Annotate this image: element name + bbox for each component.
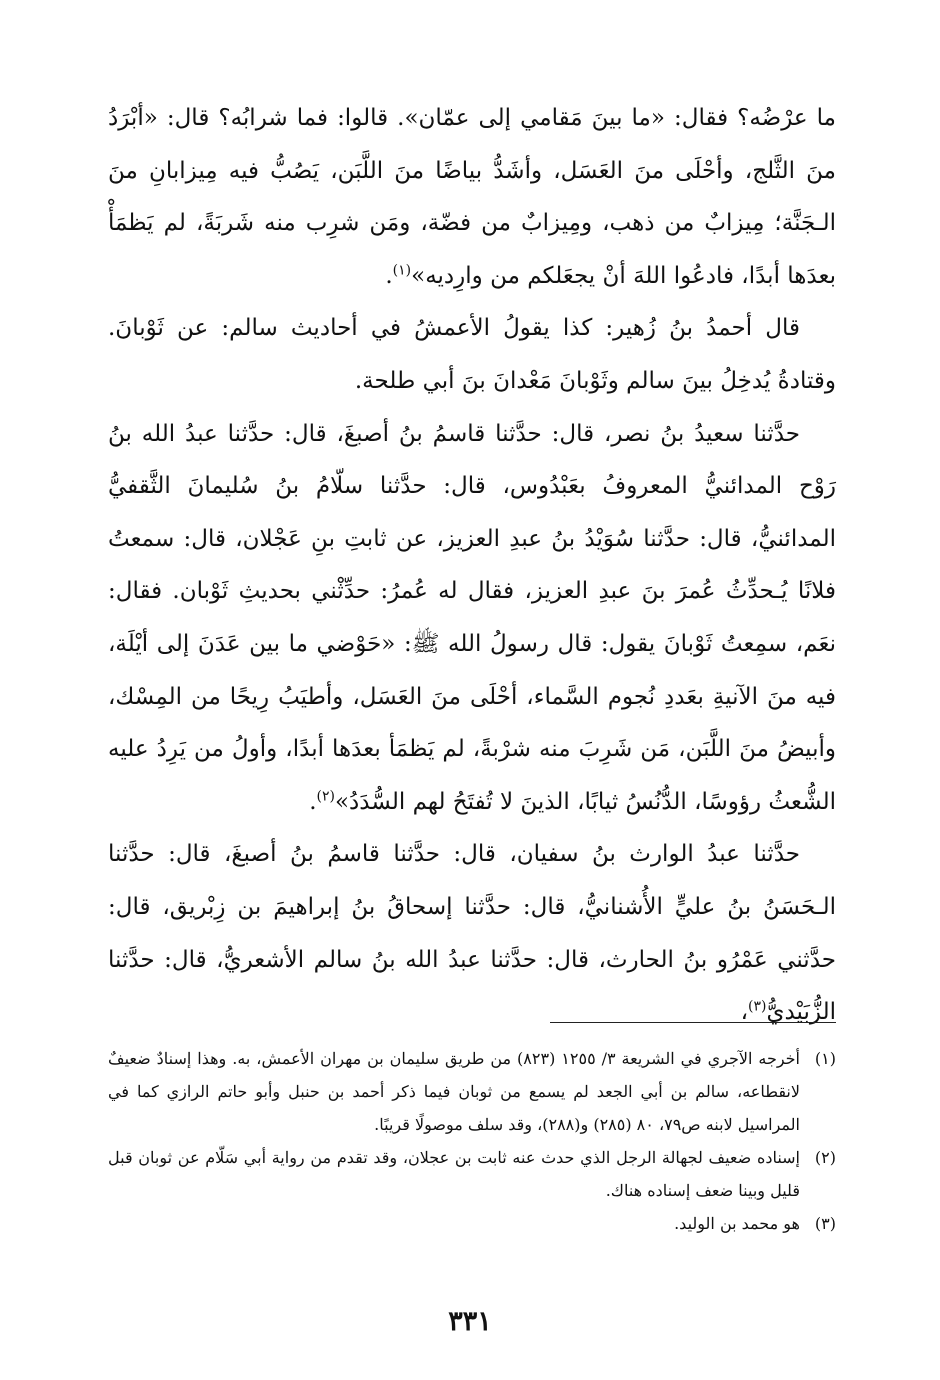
footnote-number: (٢) <box>814 1148 836 1167</box>
footnote-reference: (١) <box>392 262 412 279</box>
footnotes <box>108 1042 836 1240</box>
main-text <box>108 92 836 1039</box>
paragraph-text: حدَّثنا سعيدُ بنُ نصر، قال: حدَّثنا قاسمُ بنُ أصبغَ، قال: حدَّثنا عبدُ الله بنُ رَوْح المدائنيُّ المعروفُ بعَبْدُوس، قال: حدَّثنا سلّامُ بنُ سُليمانَ الثَّقفيُّ المدائنيُّ، قال: حدَّثنا سُوَيْدُ بنُ عبدِ العزيز، عن ثابتِ بنِ عَجْلان، قال: سمعتُ فلانًا يُـحدِّثُ عُمرَ بنَ عبدِ العزيز، فقال له عُمرُ: حدِّثْني بحديثِ ثَوْبان. فقال: نعَم، سمِعتُ ثَوْبانَ يقول: قال رسولُ الله ﷺ: «حَوْضي ما بين عَدَنَ إلى أيْلَة، فيه منَ الآنيةِ بعَددِ نُجوم السَّماء، أحْلَى منَ العَسَل، وأطيَبُ رِيحًا من المِسْك، وأبيضُ منَ اللَّبَن، مَن شَرِبَ منه شرْبةً، لم يَظمَأ بعدَها أبدًا، وأولُ من يَرِدُ عليه الشُّعثُ رؤوسًا، الدُّنُسُ ثيابًا، الذينَ لا تُفتَحُ لهم السُّدَدُ» <box>108 420 836 815</box>
footnote <box>108 1042 836 1141</box>
footnote-text: أخرجه الآجري في الشريعة ٣/ ١٢٥٥ (٨٢٣) من طريق سليمان بن مهران الأعمش، به. وهذا إسنادٌ ضعيفٌ لانقطاعه، سالم بن أبي الجعد لم يسمع من ثوبان فيما ذكر أحمد بن حنبل وأبو حاتم الرازي كما في المراسيل لابنه ص٧٩، ٨٠ (٢٨٥) و(٢٨٨)، وقد سلف موصولًا قريبًا. <box>108 1049 800 1134</box>
footnote-number: (٣) <box>814 1214 836 1233</box>
paragraph-text: حدَّثنا عبدُ الوارث بنُ سفيان، قال: حدَّثنا قاسمُ بنُ أصبغَ، قال: حدَّثنا الـحَسَنُ بنُ عليٍّ الأُشنانيُّ، قال: حدَّثنا إسحاقُ بنُ إبراهيمَ بن زِبْريق، قال: حدَّثني عَمْرُو بنُ الحارث، قال: حدَّثنا عبدُ الله بنُ سالم الأشعريُّ، قال: حدَّثنا الزُّبَيْديُّ <box>108 841 836 1026</box>
footnote-text: هو محمد بن الوليد. <box>674 1214 800 1233</box>
paragraph-tail: ، <box>740 999 749 1026</box>
footnote <box>108 1207 836 1240</box>
paragraph-text: ما عرْضُه؟ فقال: «ما بينَ مَقامي إلى عمّان». قالوا: فما شرابُه؟ قال: «أبْرَدُ منَ الثَّلج، وأحْلَى منَ العَسَل، وأشَدُّ بياضًا منَ اللَّبَن، يَصُبُّ فيه مِيزابانِ منَ الـجَنَّة؛ مِيزابٌ من ذهب، ومِيزابٌ من فضّة، ومَن شرِب منه شَربَةً، لم يَظمَأْ بعدَها أبدًا، فادعُوا اللهَ أنْ يجعَلكم من وارِديه» <box>108 105 836 289</box>
paragraph <box>108 828 836 1038</box>
page-number: ٣٣١ <box>448 1306 492 1337</box>
paragraph <box>108 408 836 829</box>
paragraph-text: قال أحمدُ بنُ زُهير: كذا يقولُ الأعمشُ في أحاديث سالم: عن ثَوْبانَ. وقتادةُ يُدخِلُ بينَ سالم وثَوْبانَ مَعْدانَ بنَ أبي طلحة. <box>108 315 836 394</box>
footnote-separator <box>550 1022 836 1023</box>
footnote <box>108 1141 836 1207</box>
footnote-reference: (٣) <box>748 998 767 1015</box>
paragraph <box>108 302 836 407</box>
footnote-number: (١) <box>814 1049 836 1068</box>
paragraph-tail: . <box>385 262 393 289</box>
paragraph-tail: . <box>309 788 317 815</box>
paragraph <box>108 92 836 302</box>
footnote-reference: (٢) <box>316 788 335 805</box>
footnote-text: إسناده ضعيف لجهالة الرجل الذي حدث عنه ثابت بن عجلان، وقد تقدم من رواية أبي سَلّام عن ثوبان قبل قليل وبينا ضعف إسناده هناك. <box>108 1148 800 1200</box>
